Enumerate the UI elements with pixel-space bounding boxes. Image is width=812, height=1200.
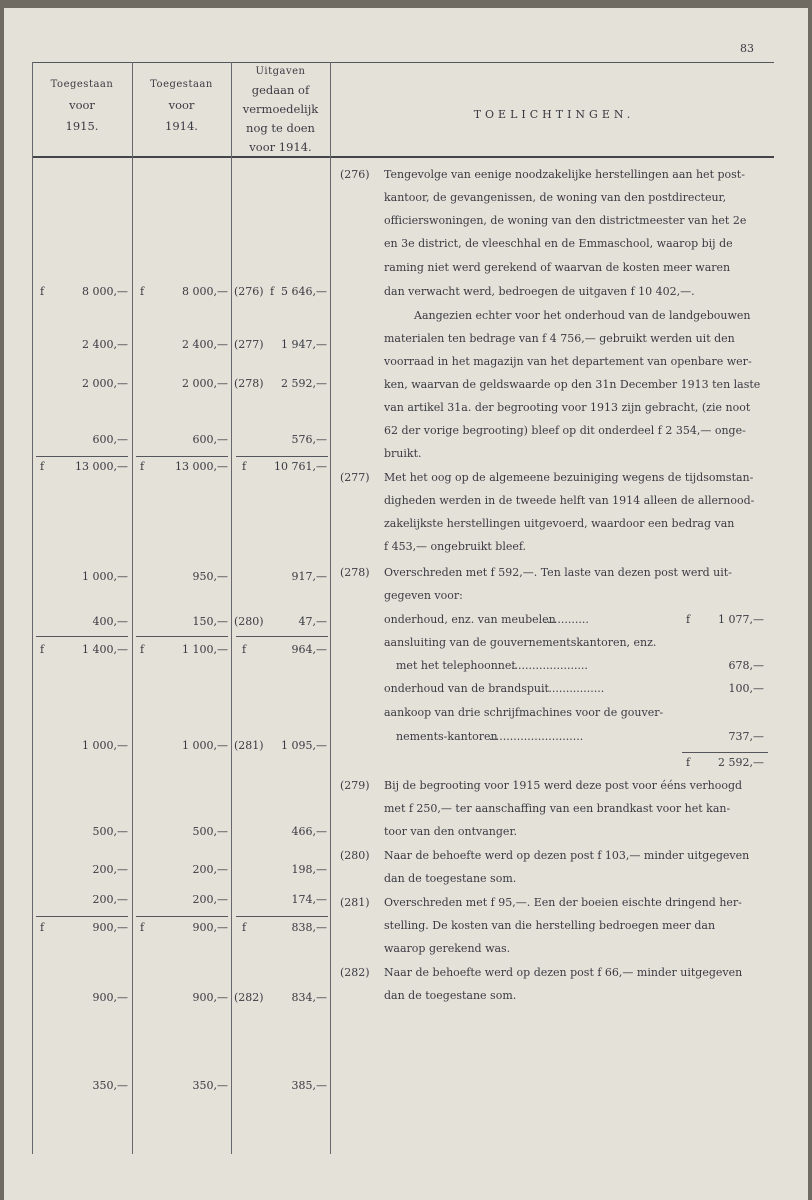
amount-1914: 1 100,— [182,643,228,656]
note-text-line: f 453,— ongebruikt bleef. [384,540,527,553]
florin-sign: f [270,285,275,298]
note-text-line: dan de toegestane som. [384,872,517,885]
note-text-line: ken, waarvan de geldswaarde op den 31n December 1913 ten laste [384,378,761,391]
amount-1914: 950,— [192,570,228,583]
amount-uitgaven: 5 646,— [281,285,327,298]
sum-rule [236,916,328,917]
note-number: (282) [340,966,370,979]
note-number: (280) [340,849,370,862]
florin-sign: f [242,921,247,934]
amount-1915: 2 000,— [82,377,128,390]
amount-1915: 400,— [92,615,128,628]
amount-uitgaven: 10 761,— [274,460,327,473]
specification-amount: 678,— [728,659,764,672]
sum-rule [236,456,328,457]
amount-1914: 350,— [192,1079,228,1092]
note-text-line: met f 250,— ter aanschaffing van een brandkast voor het kan- [384,802,731,815]
specification-amount: 100,— [728,682,764,695]
sum-rule [236,636,328,637]
specification-amount: 737,— [728,730,764,743]
note-text-line: materialen ten bedrage van f 4 756,— gebruikt werden uit den [384,332,735,345]
note-text-line: Naar de behoefte werd op dezen post f 66,— minder uitgegeven [384,966,743,979]
specification-item: onderhoud, enz. van meubelen [384,613,556,626]
note-text-line: Tengevolge van eenige noodzakelijke herstellingen aan het post- [384,168,745,181]
document-page [4,8,808,1200]
page-number: 83 [740,42,754,55]
amount-1915: 200,— [92,863,128,876]
note-number: (277) [340,471,370,484]
note-number: (278) [340,566,370,579]
note-text-line: digheden werden in de tweede helft van 1914 alleen de allernood- [384,494,755,507]
leader-dots: ............. [543,613,589,626]
note-text-line: voorraad in het magazijn van het departement van openbare wer- [384,355,752,368]
amount-1914: 8 000,— [182,285,228,298]
note-reference: (282) [234,991,264,1004]
amount-uitgaven: 834,— [291,991,327,1004]
amount-1914: 900,— [192,921,228,934]
sum-rule [136,636,228,637]
amount-uitgaven: 2 592,— [281,377,327,390]
florin-sign: f [140,921,145,934]
note-text-line: stelling. De kosten van die herstelling bedroegen meer dan [384,919,716,932]
note-text-line: waarop gerekend was. [384,942,511,955]
specification-sum-rule [682,752,768,753]
specification-item: onderhoud van de brandspuit [384,682,549,695]
amount-1914: 150,— [192,615,228,628]
sum-rule [36,636,128,637]
note-text-line: dan verwacht werd, bedroegen de uitgaven f 10 402,—. [384,285,695,298]
amount-1914: 900,— [192,991,228,1004]
note-text-line: raming niet werd gerekend of waarvan de kosten meer waren [384,261,731,274]
note-text-line: officierswoningen, de woning van den districtmeester van het 2e [384,214,747,227]
note-text-line: toor van den ontvanger. [384,825,517,838]
header-col-1914: Toegestaan voor 1914. [150,79,213,133]
amount-1914: 2 000,— [182,377,228,390]
amount-uitgaven: 466,— [291,825,327,838]
note-reference: (281) [234,739,264,752]
leader-dots: ...................... [511,659,588,672]
specification-amount: 1 077,— [718,613,764,626]
florin-sign: f [40,643,45,656]
note-text-line: bruikt. [384,447,422,460]
florin-sign: f [40,921,45,934]
florin-sign: f [140,460,145,473]
amount-1914: 500,— [192,825,228,838]
note-text-line: Overschreden met f 592,—. Ten laste van dezen post werd uit- [384,566,732,579]
amount-1915: 13 000,— [75,460,128,473]
specification-amount: 2 592,— [718,756,764,769]
florin-sign: f [686,756,691,769]
note-text-line: zakelijkste herstellingen uitgevoerd, waardoor een bedrag van [384,517,735,530]
note-text-line: Naar de behoefte werd op dezen post f 103,— minder uitgegeven [384,849,750,862]
note-number: (276) [340,168,370,181]
note-reference: (276) [234,285,264,298]
header-toelichtingen: TOELICHTINGEN. [473,108,635,121]
sum-rule [36,456,128,457]
amount-uitgaven: 198,— [291,863,327,876]
amount-1914: 2 400,— [182,338,228,351]
leader-dots: ................... [537,682,605,695]
note-text-line: 62 der vorige begrooting) bleef op dit onderdeel f 2 354,— onge- [384,424,746,437]
specification-item: aansluiting van de gouvernementskantoren, enz. [384,636,657,649]
amount-uitgaven: 174,— [291,893,327,906]
sum-rule [36,916,128,917]
note-text-line: dan de toegestane som. [384,989,517,1002]
amount-uitgaven: 838,— [291,921,327,934]
note-number: (279) [340,779,370,792]
note-reference: (280) [234,615,264,628]
column-rule-3 [330,62,331,1154]
amount-uitgaven: 576,— [291,433,327,446]
sum-rule [136,916,228,917]
specification-item: nements-kantoren [396,730,498,743]
note-text-line: gegeven voor: [384,589,463,602]
amount-uitgaven: 964,— [291,643,327,656]
leader-dots: ........................... [488,730,584,743]
amount-1915: 1 000,— [82,570,128,583]
top-rule [32,62,774,63]
note-text-line: Overschreden met f 95,—. Een der boeien eischte dringend her- [384,896,742,909]
column-rule-1 [132,62,133,1154]
note-text-line: Met het oog op de algemeene bezuiniging wegens de tijdsomstan- [384,471,754,484]
florin-sign: f [40,285,45,298]
amount-1915: 900,— [92,991,128,1004]
amount-uitgaven: 917,— [291,570,327,583]
amount-1915: 1 000,— [82,739,128,752]
header-bottom-rule [32,156,774,158]
amount-1914: 13 000,— [175,460,228,473]
amount-1915: 1 400,— [82,643,128,656]
note-number: (281) [340,896,370,909]
amount-uitgaven: 47,— [298,615,327,628]
florin-sign: f [242,643,247,656]
amount-uitgaven: 1 947,— [281,338,327,351]
note-text-line: en 3e district, de vleeschhal en de Emmaschool, waarop bij de [384,237,733,250]
note-text-line: Aangezien echter voor het onderhoud van de landgebouwen [414,309,751,322]
specification-item: met het telephoonnet [396,659,516,672]
header-col-uitgaven: Uitgaven gedaan of vermoedelijk nog te doen voor 1914. [242,66,319,154]
amount-uitgaven: 385,— [291,1079,327,1092]
amount-1915: 500,— [92,825,128,838]
specification-item: aankoop van drie schrijfmachines voor de gouver- [384,706,664,719]
note-text-line: van artikel 31a. der begrooting voor 1913 zijn gebracht, (zie noot [384,401,751,414]
note-text-line: kantoor, de gevangenissen, de woning van den postdirecteur, [384,191,727,204]
florin-sign: f [242,460,247,473]
note-reference: (278) [234,377,264,390]
amount-1915: 200,— [92,893,128,906]
note-reference: (277) [234,338,264,351]
amount-1914: 200,— [192,863,228,876]
amount-1914: 600,— [192,433,228,446]
amount-1915: 2 400,— [82,338,128,351]
amount-1915: 600,— [92,433,128,446]
amount-1915: 900,— [92,921,128,934]
sum-rule [136,456,228,457]
note-text-line: Bij de begrooting voor 1915 werd deze post voor ééns verhoogd [384,779,743,792]
florin-sign: f [140,643,145,656]
florin-sign: f [40,460,45,473]
amount-uitgaven: 1 095,— [281,739,327,752]
florin-sign: f [140,285,145,298]
amount-1914: 200,— [192,893,228,906]
column-rule-left [32,62,33,1154]
amount-1914: 1 000,— [182,739,228,752]
florin-sign: f [686,613,691,626]
header-col-1915: Toegestaan voor 1915. [50,79,114,133]
column-rule-2 [231,62,232,1154]
amount-1915: 8 000,— [82,285,128,298]
amount-1915: 350,— [92,1079,128,1092]
